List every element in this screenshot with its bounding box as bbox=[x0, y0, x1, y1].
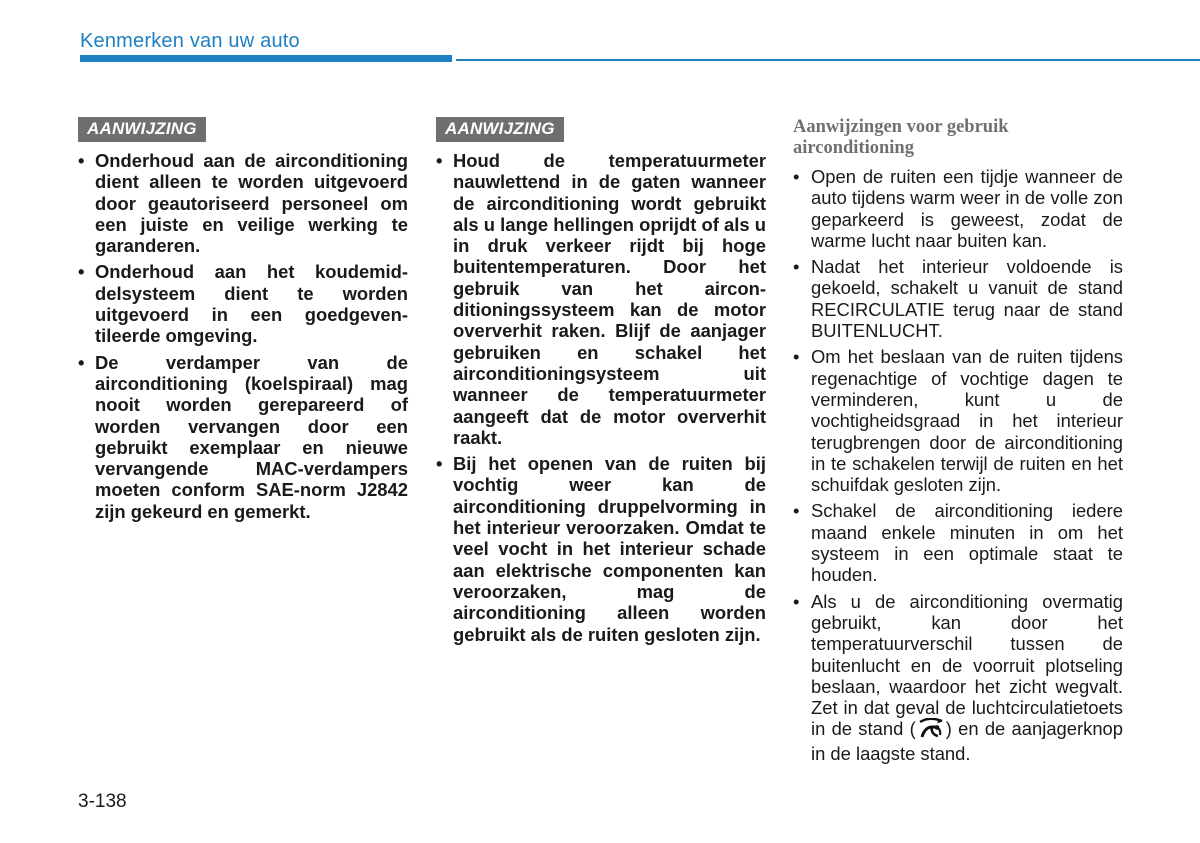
list-item-text: ) en de aanjagerknop in de laagste stand. bbox=[811, 718, 1124, 764]
tips-list bbox=[793, 166, 1123, 764]
list-item: • Bij het openen van de ruiten bij vochtig weer kan de airconditioning druppelvorming in het interieur veroorzaken. Omdat te veel vocht in het interieur schade aan elektrische componenten kan veroorzaken, mag de airconditioning alleen worden gebruikt als de ruiten gesloten zijn. bbox=[436, 453, 766, 645]
list-item: • Schakel de airconditioning iedere maand enkele minuten in om het systeem in een optimale staat te houden. bbox=[793, 500, 1123, 585]
usage-tips-title: Aanwijzingen voor gebruik airconditioning bbox=[793, 117, 1009, 158]
note-list bbox=[78, 150, 408, 522]
list-item-text: Als u de airconditioning overmatig gebruikt, kan door het temperatuurverschil tussen de buitenlucht en de voorruit plotseling beslaan, waardoor het zicht wegvalt. Zet in dat geval de luchtcirculatietoets in de stand ( bbox=[811, 590, 1123, 740]
column-notes-1 bbox=[78, 117, 408, 527]
list-item: • Open de ruiten een tijdje wanneer de auto tijdens warm weer in de volle zon geparkeerd is geweest, zodat de warme lucht naar buiten kan. bbox=[793, 166, 1123, 251]
column-notes-2 bbox=[436, 117, 766, 650]
note-list bbox=[436, 150, 766, 645]
note-badge: AANWIJZING bbox=[436, 117, 564, 142]
fresh-air-mode-icon bbox=[918, 718, 944, 742]
list-item: • Houd de temperatuurmeter nauwlettend in de gaten wanneer de airconditioning wordt gebruikt als u lange hellingen oprijdt of als u in druk verkeer rijdt bij hoge buitentemperaturen. Door het gebruik van het airconditioningssysteem kan de motor oververhit raken. Blijf de aanjager gebruiken en schakel het airconditioningsysteem uit wanneer de temperatuurmeter aangeeft dat de motor oververhit raakt. bbox=[436, 150, 766, 448]
list-item bbox=[793, 591, 1123, 764]
note-badge: AANWIJZING bbox=[78, 117, 206, 142]
page-number: 3-138 bbox=[78, 791, 127, 812]
list-item: • Om het beslaan van de ruiten tijdens regenachtige of vochtige dagen te verminderen, kunt u de vochtigheidsgraad in het interieur terugbrengen door de airconditioning in te schakelen terwijl de ruiten en het schuifdak gesloten zijn. bbox=[793, 346, 1123, 495]
header-bar-thick bbox=[80, 55, 452, 62]
section-title: Kenmerken van uw auto bbox=[80, 30, 300, 52]
list-item: • Onderhoud aan de airconditioning dient alleen te worden uitgevoerd door geautoriseerd personeel om een juiste en veilige werking te garanderen. bbox=[78, 150, 408, 256]
list-item: • Nadat het interieur voldoende is gekoeld, schakelt u vanuit de stand RECIRCULATIE terug naar de stand BUITENLUCHT. bbox=[793, 256, 1123, 341]
header-bar-thin bbox=[456, 59, 1200, 61]
column-usage-tips bbox=[793, 117, 1123, 769]
list-item: • De verdamper van de airconditioning (koelspiraal) mag nooit worden gerepareerd of worden vervangen door een gebruikt exemplaar en nieuwe vervangende MAC-verdampers moeten conform SAE-norm J2842 zijn gekeurd en gemerkt. bbox=[78, 352, 408, 522]
list-item: • Onderhoud aan het koudemiddelsysteem dient te worden uitgevoerd in een goedgeventileerde omgeving. bbox=[78, 261, 408, 346]
